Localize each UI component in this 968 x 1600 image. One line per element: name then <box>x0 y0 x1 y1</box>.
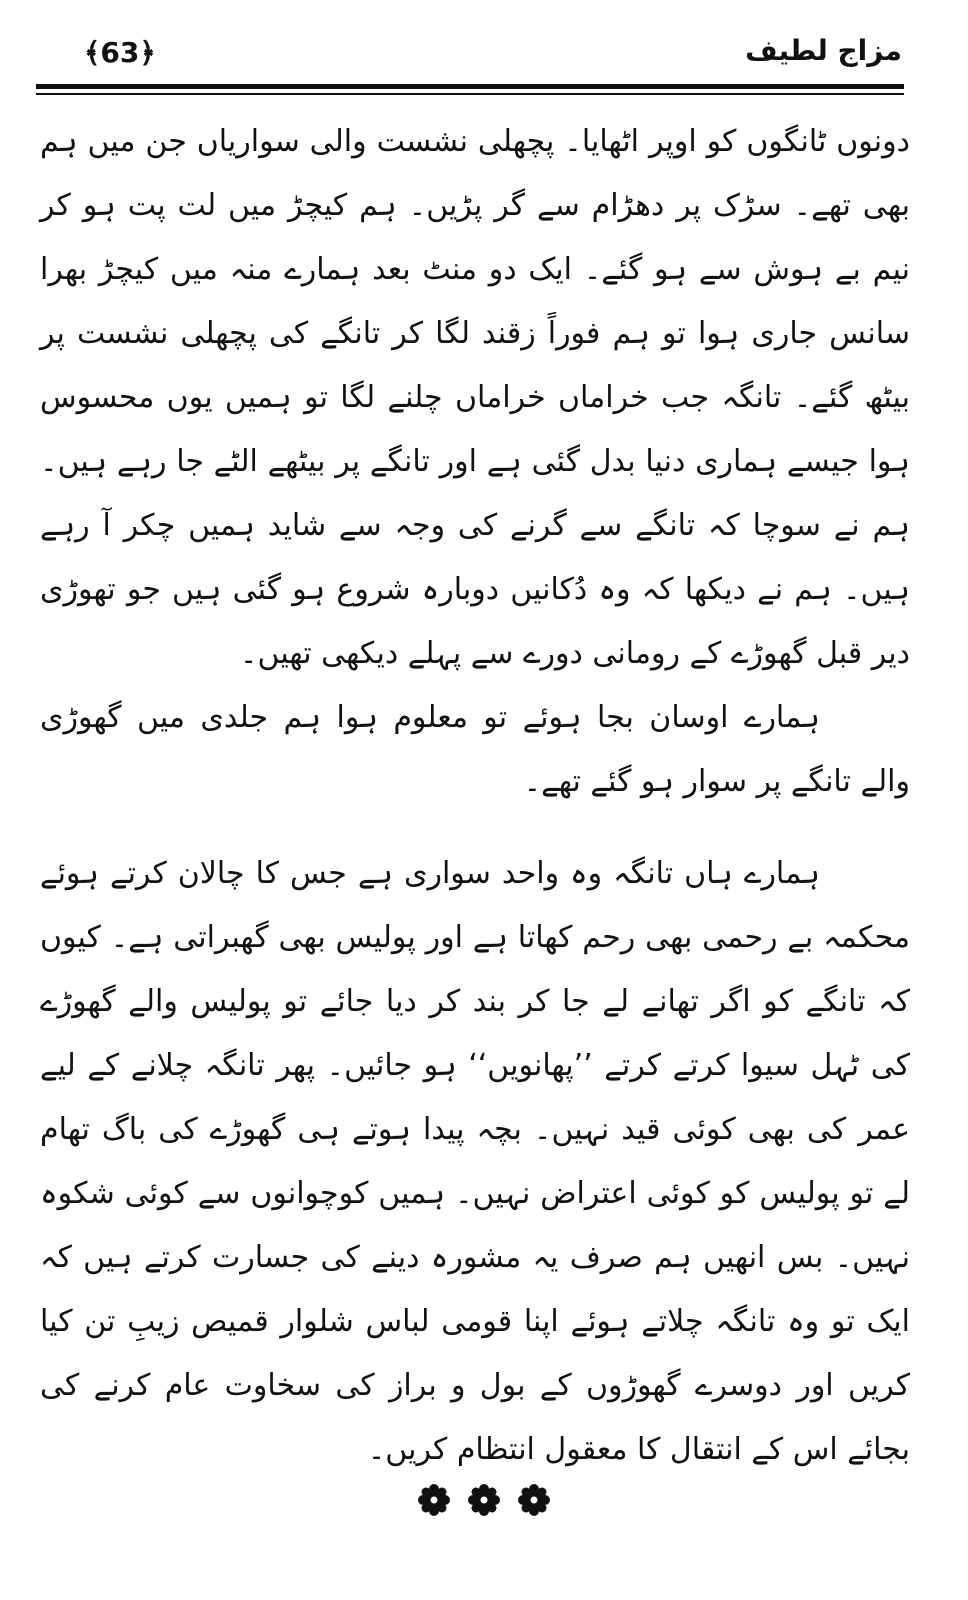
page-number: ﴾63﴿ <box>84 36 156 69</box>
section-end-ornament <box>0 1480 968 1524</box>
paragraph-3: ہمارے ہاں تانگہ وہ واحد سواری ہے جس کا چالان کرتے ہوئے محکمہ بے رحمی بھی رحم کھاتا ہے اور پولیس بھی گھبراتی ہے۔ کیوں کہ تانگے کو اگر تھانے لے جا کر بند کر دیا جائے تو پولیس والے گھوڑے کی ٹہل سیوا کرتے کرتے ’’پھانویں‘‘ ہو جائیں۔ پھر تانگہ چلانے کے لیے عمر کی بھی کوئی قید نہیں۔ بچہ پیدا ہوتے ہی گھوڑے کی باگ تھام لے تو پولیس کو کوئی اعتراض نہیں۔ ہمیں کوچوانوں سے کوئی شکوہ نہیں۔ بس انھیں ہم صرف یہ مشورہ دینے کی جسارت کرتے ہیں کہ ایک تو وہ تانگہ چلاتے ہوئے اپنا قومی لباس شلوار قمیص زیبِ تن کیا کریں اور دوسرے گھوڑوں کے بول و براز کی سخاوت عام کرنے کی بجائے اس کے انتقال کا معقول انتظام کریں۔ <box>40 856 910 1467</box>
body-text <box>40 110 910 1482</box>
header-rule-thin <box>36 93 904 95</box>
paragraph-1: دونوں ٹانگوں کو اوپر اٹھایا۔ پچھلی نشست والی سواریاں جن میں ہم بھی تھے۔ سڑک پر دھڑام سے گر پڑیں۔ ہم کیچڑ میں لت پت ہو کر نیم بے ہوش سے ہو گئے۔ ایک دو منٹ بعد ہمارے منہ میں کیچڑ بھرا سانس جاری ہوا تو ہم فوراً زقند لگا کر تانگے کی پچھلی نشست پر بیٹھ گئے۔ تانگہ جب خراماں خراماں چلنے لگا تو ہمیں یوں محسوس ہوا جیسے ہماری دنیا بدل گئی ہے اور تانگے پر بیٹھے الٹے جا رہے ہیں۔ ہم نے سوچا کہ تانگے سے گرنے کی وجہ سے شاید ہمیں چکر آ رہے ہیں۔ ہم نے دیکھا کہ وہ دُکانیں دوبارہ شروع ہو گئی ہیں جو تھوڑی دیر قبل گھوڑے کے رومانی دورے سے پہلے دیکھی تھیں۔ <box>40 124 910 671</box>
paragraph-2: ہمارے اوسان بجا ہوئے تو معلوم ہوا ہم جلدی میں گھوڑی والے تانگے پر سوار ہو گئے تھے۔ <box>40 700 910 799</box>
flower-ornament-icon <box>409 1480 559 1520</box>
book-title: مزاج لطیف <box>745 34 902 67</box>
header-rule-thick <box>36 84 904 89</box>
